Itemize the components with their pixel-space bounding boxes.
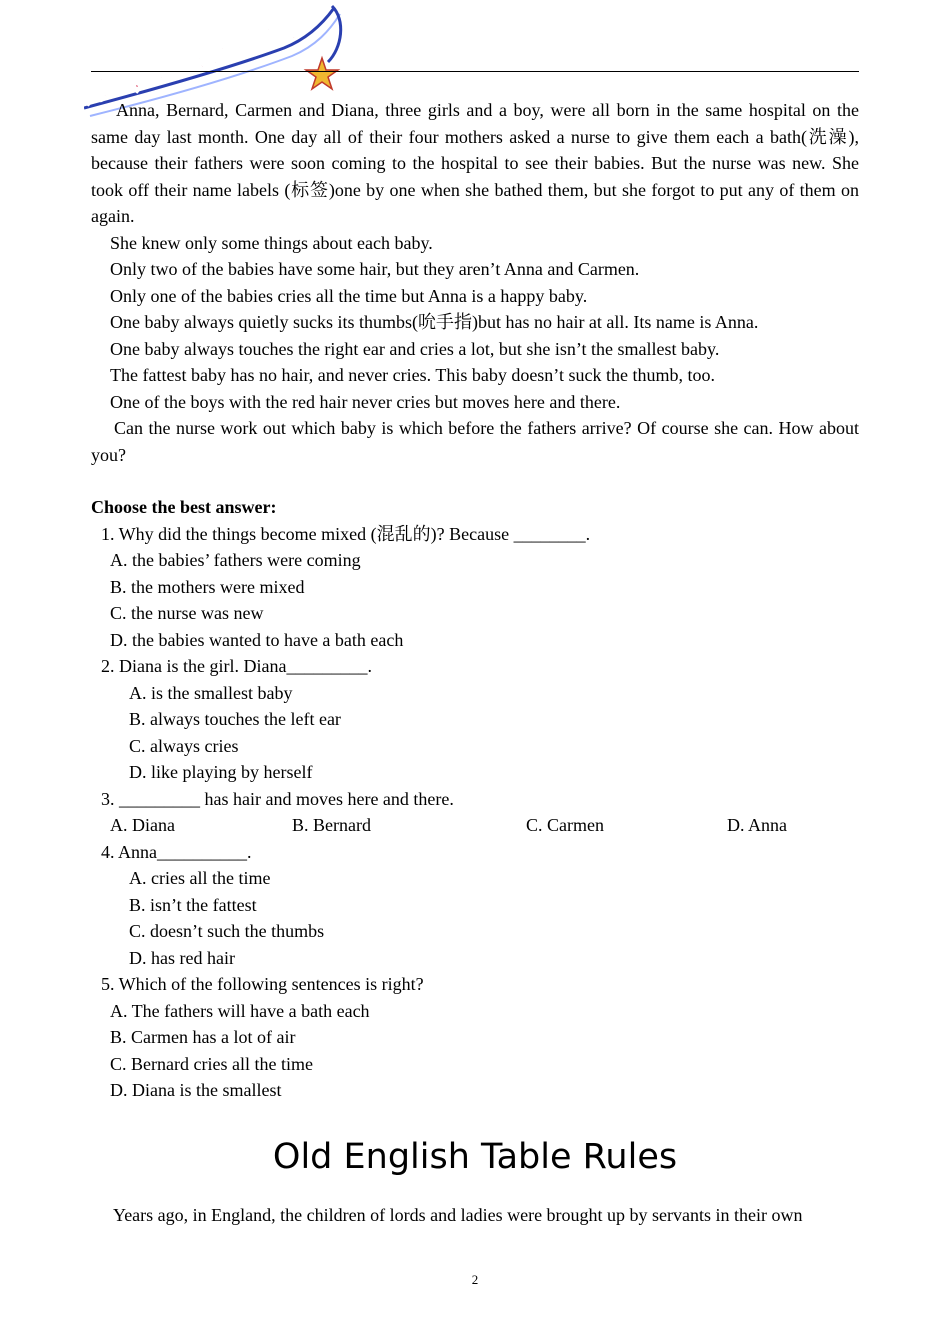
question-3-options: [91, 812, 859, 839]
story-paragraph-1: Anna, Bernard, Carmen and Diana, three girls and a boy, were all born in the same hospital on the same day last month. One day all of their four mothers asked a nurse to give them each a bath(洗澡), because their fathers were soon coming to the hospital to see their babies. But the nurse was new. She took off their name labels (标签)one by one when she bathed them, but she forgot to put any of them on again.: [91, 100, 859, 226]
page-number: 2: [471, 1272, 479, 1287]
logo-text: 邦德，让孩子更优秀: [84, 12, 302, 110]
question-3-option: B. Bernard: [292, 815, 371, 835]
question-1-option: B. the mothers were mixed: [110, 576, 305, 597]
question-4-option: A. cries all the time: [129, 868, 271, 888]
question-4-option: C. doesn’t such the thumbs: [129, 921, 325, 941]
story-line: She knew only some things about each baby.: [110, 232, 433, 253]
question-2-option: B. always touches the left ear: [129, 709, 341, 729]
story-line: Only two of the babies have some hair, but they aren’t Anna and Carmen.: [110, 259, 640, 279]
article-body: [91, 1202, 859, 1229]
question-3-option: C. Carmen: [526, 815, 604, 835]
story-line: One of the boys with the red hair never cries but moves here and there.: [110, 391, 621, 412]
question-2-option: C. always cries: [129, 735, 239, 756]
question-5-option: B. Carmen has a lot of air: [110, 1027, 296, 1047]
question-5-stem: 5. Which of the following sentences is right?: [101, 974, 424, 994]
question-5-option: C. Bernard cries all the time: [110, 1053, 313, 1074]
story-line: One baby always quietly sucks its thumbs(吮手指)but has no hair at all. Its name is Anna.: [110, 312, 759, 332]
quiz-heading: Choose the best answer:: [91, 497, 277, 517]
question-2-option: A. is the smallest baby: [129, 682, 293, 703]
question-1-stem: 1. Why did the things become mixed (混乱的)? Because ________.: [101, 523, 591, 544]
article-title: Old English Table Rules: [272, 1137, 678, 1177]
question-3-stem: 3. _________ has hair and moves here and there.: [101, 788, 454, 809]
article-first-line: Years ago, in England, the children of lords and ladies were brought up by servants in their own: [113, 1205, 803, 1225]
question-3-option: D. Anna: [727, 815, 787, 835]
question-3-option: A. Diana: [110, 815, 175, 835]
question-5-option: A. The fathers will have a bath each: [110, 1000, 370, 1021]
question-1-option: A. the babies’ fathers were coming: [110, 550, 361, 570]
question-4-option: D. has red hair: [129, 947, 235, 968]
question-1-option: D. the babies wanted to have a bath each: [110, 629, 404, 650]
story-line: One baby always touches the right ear and cries a lot, but she isn’t the smallest baby.: [110, 338, 720, 359]
story-paragraph-last: Can the nurse work out which baby is which before the fathers arrive? Of course she can. How about you?: [91, 418, 859, 465]
question-5-option: D. Diana is the smallest: [110, 1080, 282, 1100]
story-line: Only one of the babies cries all the time but Anna is a happy baby.: [110, 285, 588, 306]
story: [91, 97, 859, 468]
question-4-stem: 4. Anna__________.: [101, 841, 252, 862]
question-4-option: B. isn’t the fattest: [129, 894, 257, 915]
header-rule: [91, 71, 859, 72]
quiz: [91, 494, 859, 1104]
question-2-option: D. like playing by herself: [129, 762, 313, 782]
story-line: The fattest baby has no hair, and never cries. This baby doesn’t suck the thumb, too.: [110, 365, 715, 385]
question-2-stem: 2. Diana is the girl. Diana_________.: [101, 656, 372, 676]
question-1-option: C. the nurse was new: [110, 603, 264, 623]
